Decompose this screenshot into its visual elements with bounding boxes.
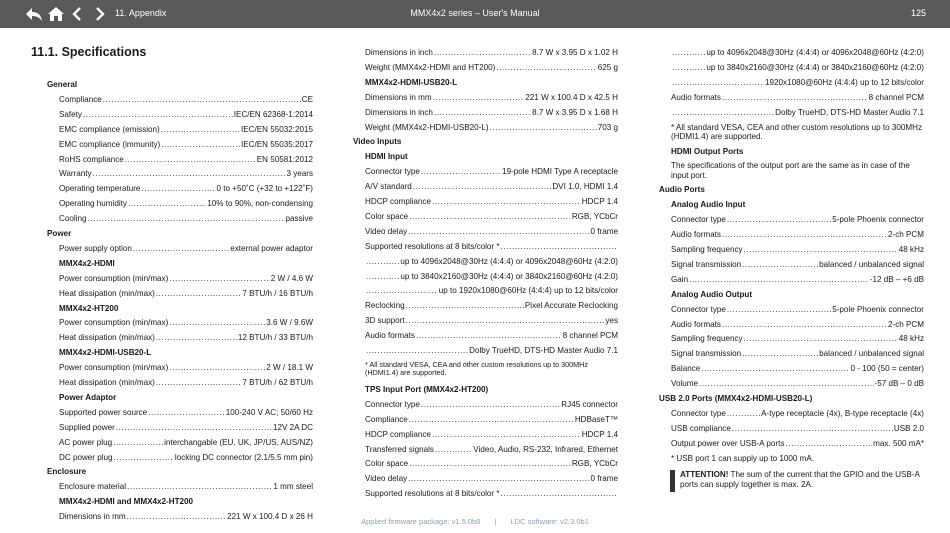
spec-row xyxy=(671,93,924,103)
spec-value: up to 3840x2160@30Hz (4:4:4) or 3840x2160@60Hz (4:2:0) xyxy=(706,62,924,72)
spec-row xyxy=(671,320,924,330)
spec-key: Compliance xyxy=(59,94,102,104)
leader-dots xyxy=(672,48,705,58)
spec-key: Dimensions in mm xyxy=(365,92,432,102)
spec-continuation xyxy=(365,346,618,356)
spec-row xyxy=(671,334,924,344)
spec-row xyxy=(365,331,618,341)
spec-key: Operating humidity xyxy=(59,199,127,209)
leader-dots xyxy=(413,182,552,192)
spec-key: Weight (MMX4x2-HDMI and HT200) xyxy=(365,62,496,72)
spec-value: 8.7 W x 3.95 D x 1.02 H xyxy=(532,48,618,57)
spec-key: Video delay xyxy=(365,226,408,236)
spec-key: Audio formats xyxy=(671,230,721,240)
leader-dots xyxy=(161,125,240,135)
leader-dots xyxy=(114,453,174,463)
leader-dots xyxy=(406,301,524,311)
spec-key: EMC compliance (emission) xyxy=(59,124,160,134)
spec-key: Connector type xyxy=(365,167,420,177)
spec-value: yes xyxy=(605,316,618,326)
spec-continuation xyxy=(671,48,924,58)
leader-dots xyxy=(421,400,560,410)
spec-row xyxy=(365,93,618,103)
spec-subheading: TPS Input Port (MMX4x2-HT200) xyxy=(365,384,489,394)
spec-key: Heat dissipation (min/max) xyxy=(59,378,155,387)
spec-row xyxy=(671,275,924,285)
spec-key: Volume xyxy=(671,379,698,389)
spec-value: max. 500 mA* xyxy=(873,438,924,448)
leader-dots xyxy=(133,244,229,254)
leader-dots xyxy=(409,459,571,469)
spec-key: Power supply option xyxy=(59,243,132,253)
spec-heading: USB 2.0 Ports (MMX4x2-HDMI-USB20-L) xyxy=(659,394,813,403)
leader-dots xyxy=(432,197,581,207)
spec-value: IEC/EN 55032:2015 xyxy=(241,124,313,134)
spec-value: 221 W x 100.4 D x 26 H xyxy=(227,512,313,522)
spec-value: 12V 2A DC xyxy=(272,422,313,432)
spec-value: IEC/EN 55035:2017 xyxy=(241,139,313,149)
spec-row xyxy=(365,123,618,133)
spec-row xyxy=(59,169,313,179)
spec-subheading: Power Adaptor xyxy=(59,392,117,402)
spec-key: Compliance xyxy=(365,414,408,424)
spec-row xyxy=(671,424,924,434)
spec-value: 8 channel PCM xyxy=(562,331,618,341)
leader-dots xyxy=(744,334,898,344)
leader-dots xyxy=(727,215,831,225)
spec-key: Dimensions in inch xyxy=(365,48,433,57)
spec-row xyxy=(59,333,313,343)
leader-dots xyxy=(434,48,531,58)
chapter-title: 11. Appendix xyxy=(115,8,167,18)
spec-row xyxy=(59,155,313,165)
spec-row xyxy=(671,349,924,359)
spec-key: Operating temperature xyxy=(59,184,141,194)
spec-continuation xyxy=(365,286,618,296)
spec-key: Dimensions in mm xyxy=(59,512,126,522)
spec-subheading: Analog Audio Input xyxy=(671,200,746,210)
leader-dots xyxy=(113,438,163,448)
spec-row xyxy=(59,244,313,254)
spec-value: 0 to +50˚C (+32 to +122˚F) xyxy=(216,184,313,194)
spec-value: 3.6 W / 9.6W xyxy=(266,318,313,328)
spec-key: Supported resolutions at 8 bits/color * xyxy=(365,489,500,499)
spec-value: up to 4096x2048@30Hz (4:4:4) or 4096x2048@60Hz (4:2:0) xyxy=(400,256,618,266)
footnote: * USB port 1 can supply up to 1000 mA. xyxy=(671,453,815,463)
header-bar xyxy=(0,0,950,28)
leader-dots xyxy=(148,408,225,418)
spec-row xyxy=(59,378,313,388)
spec-value: 1 mm steel xyxy=(273,482,313,492)
spec-value: up to 3840x2160@30Hz (4:4:4) or 3840x2160@60Hz (4:2:0) xyxy=(400,271,618,281)
leader-dots xyxy=(408,474,589,484)
leader-dots xyxy=(727,305,831,315)
spec-value: 7 BTU/h / 16 BTU/h xyxy=(242,288,313,298)
spec-row xyxy=(365,474,618,484)
spec-row xyxy=(365,48,618,58)
spec-value: interchangable (EU, UK, JP/US, AUS/NZ) xyxy=(164,437,313,447)
leader-dots xyxy=(732,424,893,434)
leader-dots xyxy=(742,349,818,359)
spec-key: EMC compliance (immunity) xyxy=(59,139,161,149)
leader-dots xyxy=(125,155,256,165)
spec-key: Safety xyxy=(59,109,82,119)
spec-value: 5-pole Phoenix connector xyxy=(832,304,924,314)
spec-row xyxy=(365,197,618,207)
spec-key: AC power plug xyxy=(59,437,113,447)
page-number: 125 xyxy=(910,8,926,18)
spec-key: Warranty xyxy=(59,169,92,179)
spec-row xyxy=(365,167,618,177)
spec-key: A/V standard xyxy=(365,182,412,192)
spec-row xyxy=(59,363,313,373)
spec-key: 3D support xyxy=(365,316,405,326)
leader-dots xyxy=(156,378,242,388)
spec-key: Output power over USB-A ports xyxy=(671,438,785,448)
spec-value: balanced / unbalanced signal xyxy=(819,259,924,269)
leader-dots xyxy=(156,289,242,299)
spec-key: HDCP compliance xyxy=(365,197,431,206)
spec-key: DC power plug xyxy=(59,452,113,462)
leader-dots xyxy=(742,260,818,270)
leader-dots xyxy=(141,184,215,194)
spec-row xyxy=(365,301,618,311)
leader-dots xyxy=(434,108,531,118)
leader-dots xyxy=(169,318,265,328)
spec-row xyxy=(59,95,313,105)
spec-key: Supported resolutions at 8 bits/color * xyxy=(365,241,500,251)
leader-dots xyxy=(433,93,525,103)
spec-value: 0 frame xyxy=(590,226,618,236)
spec-row xyxy=(59,482,313,492)
spec-value: USB 2.0 xyxy=(893,423,924,433)
leader-dots xyxy=(87,214,284,224)
leader-dots xyxy=(501,242,617,252)
leader-dots xyxy=(501,489,617,499)
leader-dots xyxy=(83,110,233,120)
spec-value: 2 W / 18.1 W xyxy=(266,363,313,373)
leader-dots xyxy=(366,272,399,282)
leader-dots xyxy=(672,108,774,118)
spec-value: HDBaseT™ xyxy=(574,414,618,424)
leader-dots xyxy=(366,286,438,296)
spec-key: Reclocking xyxy=(365,301,405,311)
spec-key: Dimensions in inch xyxy=(365,107,433,117)
spec-value: 10% to 90%, non-condensing xyxy=(207,199,313,209)
spec-heading: General xyxy=(47,80,78,89)
spec-key: Heat dissipation (min/max) xyxy=(59,333,155,343)
spec-row xyxy=(365,63,618,73)
leader-dots xyxy=(128,199,206,209)
spec-row xyxy=(365,415,618,425)
spec-value: DVI 1.0, HDMI 1.4 xyxy=(552,182,618,192)
leader-dots xyxy=(699,379,874,389)
spec-continuation xyxy=(671,108,924,118)
leader-dots xyxy=(435,445,472,455)
spec-key: Sampling frequency xyxy=(671,334,743,344)
spec-row xyxy=(59,184,313,194)
leader-dots xyxy=(169,274,269,284)
spec-value: 2-ch PCM xyxy=(888,319,924,329)
spec-value: 100-240 V AC; 50/60 Hz xyxy=(225,407,313,417)
spec-key: Supported power source xyxy=(59,407,148,417)
leader-dots xyxy=(689,275,869,285)
spec-key: Audio formats xyxy=(671,92,721,102)
spec-key: Connector type xyxy=(671,304,726,314)
leader-dots xyxy=(103,95,301,105)
attention-text: The sum of the current that the GPIO and the USB-A ports can supply together is max. 2A. xyxy=(680,470,920,489)
leader-dots xyxy=(496,63,596,73)
spec-value: locking DC connector (2.1/5.5 mm pin) xyxy=(174,452,313,462)
spec-row xyxy=(671,305,924,315)
spec-key: Weight (MMX4x2-HDMI-USB20-L) xyxy=(365,122,489,132)
spec-value: -12 dB – +6 dB xyxy=(869,274,924,284)
spec-key: Signal transmission xyxy=(671,349,742,359)
section-title: 11.1. Specifications xyxy=(31,45,147,59)
spec-value: 5-pole Phoenix connector xyxy=(832,215,924,225)
spec-row xyxy=(365,182,618,192)
spec-key: Connector type xyxy=(671,215,726,225)
spec-subheading: Analog Audio Output xyxy=(671,289,753,299)
ldc-version: LDC software: v2.3.0b1 xyxy=(510,517,589,526)
spec-row xyxy=(59,110,313,120)
leader-dots xyxy=(366,346,468,356)
leader-dots xyxy=(490,123,597,133)
leader-dots xyxy=(672,63,705,73)
leader-dots xyxy=(366,257,399,267)
spec-key: Sampling frequency xyxy=(671,245,743,254)
spec-key: HDCP compliance xyxy=(365,429,431,439)
spec-row xyxy=(365,430,618,440)
spec-row xyxy=(365,212,618,222)
spec-key: USB compliance xyxy=(671,423,731,433)
spec-subheading: HDMI Output Ports xyxy=(671,146,744,156)
spec-value: 48 kHz xyxy=(898,245,924,254)
spec-key: Power consumption (min/max) xyxy=(59,363,169,373)
spec-row xyxy=(365,316,618,326)
leader-dots xyxy=(432,430,581,440)
spec-subheading: MMX4x2-HT200 xyxy=(59,303,119,313)
spec-value: CE xyxy=(301,94,313,104)
spec-row xyxy=(365,459,618,469)
spec-row xyxy=(59,453,313,463)
leader-dots xyxy=(701,364,849,374)
spec-value: up to 1920x1080@60Hz (4:4:4) up to 12 bits/color xyxy=(438,286,618,296)
spec-heading: Audio Ports xyxy=(659,185,705,195)
spec-value: HDCP 1.4 xyxy=(581,197,618,206)
spec-value: balanced / unbalanced signal xyxy=(819,349,924,359)
spec-value: 12 BTU/h / 33 BTU/h xyxy=(237,333,313,343)
footnote: The specifications of the output port are the same as in case of the input port. xyxy=(671,161,910,180)
spec-continuation xyxy=(671,78,924,88)
spec-key: RoHS compliance xyxy=(59,154,124,164)
attention-label: ATTENTION! xyxy=(680,470,729,479)
spec-value: Dolby TrueHD, DTS-HD Master Audio 7.1 xyxy=(469,346,618,355)
spec-value: EN 50581:2012 xyxy=(256,154,313,164)
spec-value: Dolby TrueHD, DTS-HD Master Audio 7.1 xyxy=(775,107,924,117)
spec-value: passive xyxy=(285,214,313,224)
footer-separator: | xyxy=(494,517,497,526)
spec-row xyxy=(59,318,313,328)
leader-dots xyxy=(727,409,760,419)
spec-key: Power consumption (min/max) xyxy=(59,273,169,283)
spec-row xyxy=(59,214,313,224)
spec-row xyxy=(671,230,924,240)
spec-key: Balance xyxy=(671,364,701,374)
spec-value: Video, Audio, RS-232, Infrared, Ethernet xyxy=(473,444,618,454)
spec-row xyxy=(671,439,924,449)
spec-row xyxy=(671,364,924,374)
spec-value: 221 W x 100.4 D x 42.5 H xyxy=(525,92,618,102)
spec-value: 2 W / 4.6 W xyxy=(270,273,313,283)
spec-key: Audio formats xyxy=(365,331,415,341)
leader-dots xyxy=(416,331,562,341)
spec-value: 8 channel PCM xyxy=(868,92,924,102)
spec-value: external power adaptor xyxy=(230,243,313,253)
spec-heading: Enclosure xyxy=(47,467,87,477)
leader-dots xyxy=(93,169,286,179)
spec-key: Color space xyxy=(365,459,409,469)
spec-row xyxy=(671,260,924,270)
spec-key: Power consumption (min/max) xyxy=(59,318,169,328)
spec-continuation xyxy=(671,63,924,73)
leader-dots xyxy=(161,140,240,150)
spec-row xyxy=(365,445,618,455)
spec-row xyxy=(365,227,618,237)
spec-row xyxy=(59,438,313,448)
footnote: * All standard VESA, CEA and other custom resolutions up to 300MHz (HDMI1.4) are supported. xyxy=(671,122,923,142)
leader-dots xyxy=(421,167,501,177)
spec-value: 48 kHz xyxy=(898,334,924,344)
spec-key: Gain xyxy=(671,274,689,284)
leader-dots xyxy=(156,333,237,343)
spec-value: 625 g xyxy=(597,62,618,72)
spec-key: Audio formats xyxy=(671,319,721,329)
spec-key: Enclosure material xyxy=(59,482,127,492)
spec-value: 1920x1080@60Hz (4:4:4) up to 12 bits/color xyxy=(765,77,924,87)
spec-value: 19-pole HDMI Type A receptacle xyxy=(502,167,618,177)
spec-value: 7 BTU/h / 62 BTU/h xyxy=(242,378,313,387)
footnote: * All standard VESA, CEA and other custom resolutions up to 300MHz (HDMI1.4) are supported. xyxy=(365,359,588,378)
spec-key: Transferred signals xyxy=(365,444,434,454)
spec-value: HDCP 1.4 xyxy=(581,429,618,439)
spec-continuation xyxy=(365,272,618,282)
leader-dots xyxy=(409,212,571,222)
spec-row xyxy=(671,215,924,225)
spec-key: Connector type xyxy=(671,408,726,418)
spec-value: IEC/EN 62368-1:2014 xyxy=(233,109,313,119)
spec-continuation xyxy=(365,257,618,267)
leader-dots xyxy=(409,415,574,425)
spec-row xyxy=(59,289,313,299)
leader-dots xyxy=(408,227,589,237)
spec-value: RJ45 connector xyxy=(561,399,618,409)
spec-value: Pixel Accurate Reclocking xyxy=(524,301,618,311)
leader-dots xyxy=(672,78,764,88)
spec-subheading: MMX4x2-HDMI-USB20-L xyxy=(365,77,458,87)
spec-row xyxy=(671,379,924,389)
spec-value: 3 years xyxy=(286,169,313,179)
spec-value: RGB, YCbCr xyxy=(571,459,618,469)
spec-key: Color space xyxy=(365,211,409,221)
document-title: MMX4x2 series – User's Manual xyxy=(410,8,540,18)
leader-dots xyxy=(127,482,272,492)
spec-row xyxy=(365,108,618,118)
attention-box xyxy=(670,470,928,490)
spec-row xyxy=(59,408,313,418)
spec-heading: Video Inputs xyxy=(353,137,402,147)
spec-key: Video delay xyxy=(365,474,408,484)
spec-row xyxy=(59,140,313,150)
leader-dots xyxy=(744,245,898,255)
spec-subheading: HDMI Input xyxy=(365,152,408,162)
spec-value: 0 frame xyxy=(590,474,618,484)
spec-row xyxy=(59,125,313,135)
spec-value: RGB, YCbCr xyxy=(571,211,618,221)
spec-subheading: MMX4x2-HDMI xyxy=(59,258,115,268)
spec-key: Heat dissipation (min/max) xyxy=(59,288,155,298)
spec-value: -57 dB – 0 dB xyxy=(874,379,924,389)
leader-dots xyxy=(169,363,265,373)
spec-row xyxy=(365,489,618,499)
leader-dots xyxy=(785,439,872,449)
spec-row xyxy=(59,274,313,284)
footer xyxy=(0,517,950,526)
spec-key: Supplied power xyxy=(59,422,115,432)
spec-subheading: MMX4x2-HDMI and MMX4x2-HT200 xyxy=(59,497,194,507)
spec-subheading: MMX4x2-HDMI-USB20-L xyxy=(59,348,152,358)
spec-key: Cooling xyxy=(59,214,87,224)
spec-heading: Power xyxy=(47,229,72,238)
spec-key: Connector type xyxy=(365,399,420,409)
spec-row xyxy=(365,400,618,410)
spec-key: Signal transmission xyxy=(671,259,742,269)
spec-value: 8.7 W x 3.95 D x 1.68 H xyxy=(532,107,618,117)
spec-value: A-type receptacle (4x), B-type receptacle (4x) xyxy=(761,408,924,418)
spec-row xyxy=(59,423,313,433)
spec-row xyxy=(365,242,618,252)
leader-dots xyxy=(722,230,887,240)
spec-value: 0 - 100 (50 = center) xyxy=(850,364,924,374)
leader-dots xyxy=(722,320,887,330)
spec-row xyxy=(59,199,313,209)
leader-dots xyxy=(722,93,868,103)
leader-dots xyxy=(116,423,272,433)
spec-row xyxy=(671,245,924,255)
leader-dots xyxy=(406,316,605,326)
spec-value: up to 4096x2048@30Hz (4:4:4) or 4096x2048@60Hz (4:2:0) xyxy=(706,48,924,57)
spec-row xyxy=(671,409,924,419)
spec-value: 703 g xyxy=(597,122,618,132)
firmware-version: Applied firmware package: v1.5.0b8 xyxy=(361,517,481,526)
spec-value: 2-ch PCM xyxy=(888,230,924,240)
